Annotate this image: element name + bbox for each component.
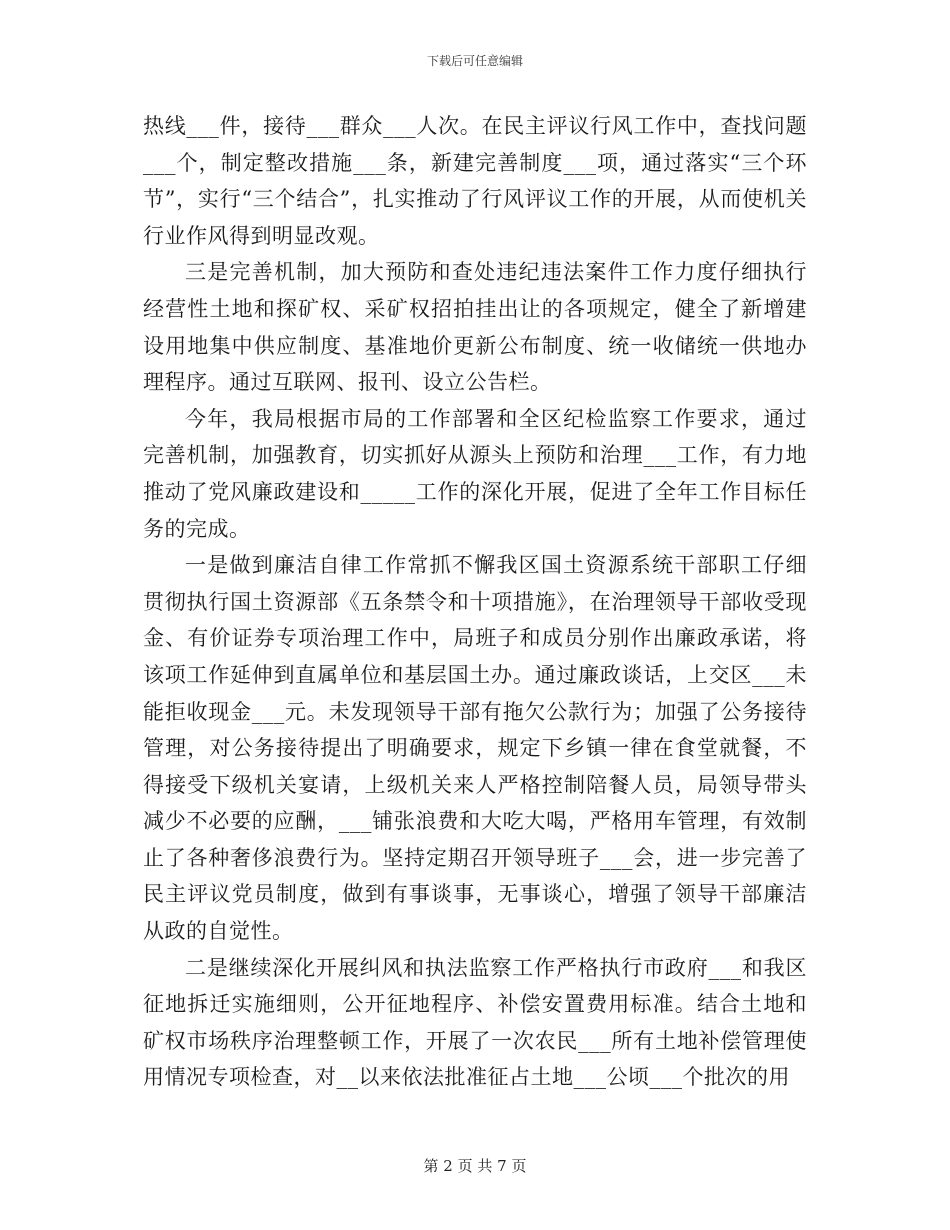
page-header-note: 下载后可任意编辑 bbox=[426, 54, 523, 68]
paragraph-continued: 热线___件，接待___群众___人次。在民主评议行风工作中，查找问题___个，制定整改措施___条，新建完善制度___项，通过落实“三个环节”，实行“三个结合”，扎实推动了行风评议工作的开展，从而使机关行业作风得到明显改观。 bbox=[143, 114, 807, 248]
paragraph-this-year: 今年，我局根据市局的工作部署和全区纪检监察工作要求，通过完善机制，加强教育，切实抓好从源头上预防和治理___工作，有力地推动了党风廉政建设和_____工作的深化开展，促进了全年工作目标任务的完成。 bbox=[143, 406, 807, 541]
paragraph-self-discipline: 一是做到廉洁自律工作常抓不懈我区国土资源系统干部职工仔细贯彻执行国土资源部《五条禁令和十项措施》，在治理领导干部收受现金、有价证券专项治理工作中，局班子和成员分别作出廉政承诺，将该项工作延伸到直属单位和基层国土办。通过廉政谈话，上交区___未能拒收现金___元。未发现领导干部有拖欠公款行为；加强了公务接待管理，对公务接待提出了明确要求，规定下乡镇一律在食堂就餐，不得接受下级机关宴请，上级机关来人严格控制陪餐人员，局领导带头减少不必要的应酬，___铺张浪费和大吃大喝，严格用车管理，有效制止了各种奢侈浪费行为。坚持定期召开领导班子___会，进一步完善了民主评议党员制度，做到有事谈事，无事谈心，增强了领导干部廉洁从政的自觉性。 bbox=[143, 553, 807, 944]
paragraph-mechanism: 三是完善机制，加大预防和查处违纪违法案件工作力度仔细执行经营性土地和探矿权、采矿权招拍挂出让的各项规定，健全了新增建设用地集中供应制度、基准地价更新公布制度、统一收储统一供地办理程序。通过互联网、报刊、设立公告栏。 bbox=[143, 260, 807, 395]
page-number: 第 2 页 共 7 页 bbox=[423, 1157, 527, 1175]
paragraph-supervision: 二是继续深化开展纠风和执法监察工作严格执行市政府___和我区征地拆迁实施细则，公开征地程序、补偿安置费用标准。结合土地和矿权市场秩序治理整顿工作，开展了一次农民___所有土地补偿管理使用情况专项检查，对__以来依法批准征占土地___公顷___个批次的用 bbox=[143, 955, 807, 1090]
document-body bbox=[143, 108, 807, 1096]
